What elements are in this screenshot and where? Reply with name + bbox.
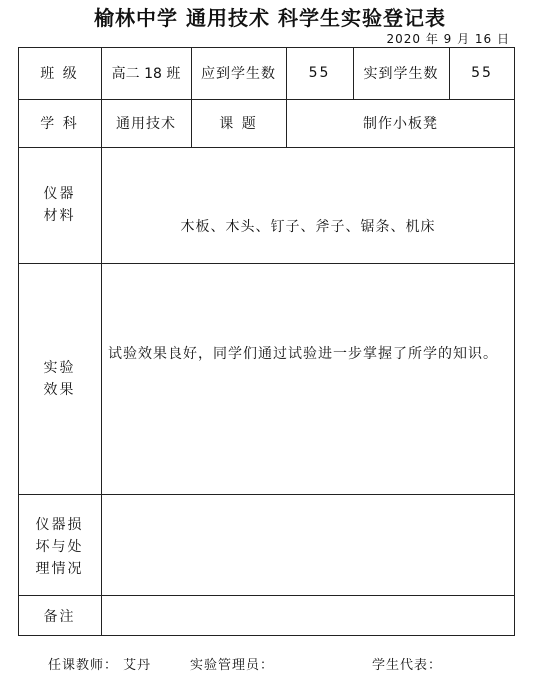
result-label-line: 效果 [43,381,76,398]
topic-value: 制作小板凳 [363,116,438,132]
result-label-line: 实验 [43,359,76,376]
damage-label-line: 坏与处 [35,538,84,555]
record-date: 2020 年 9 月 16 日 [386,32,510,46]
expected-students-value: 55 [308,65,331,81]
actual-students-value: 55 [471,65,493,81]
class-label: 班 级 [40,66,79,82]
student-rep-signature: 学生代表： [372,658,443,673]
equipment-label [18,147,101,263]
damage-value [101,494,515,595]
equipment-value: 木板、木头、钉子、斧子、锯条、机床 [180,219,436,235]
result-value: 试验效果良好，同学们通过试验进一步掌握了所学的知识。 [108,346,498,362]
result-label [18,263,101,494]
notes-label: 备注 [43,608,76,625]
damage-label-line: 仪器损 [35,516,84,533]
equipment-label-line: 材料 [43,208,76,224]
damage-label-line: 理情况 [35,560,84,577]
subject-label: 学 科 [40,116,79,132]
expected-students-label: 应到学生数 [201,66,276,82]
page-title: 榆林中学 通用技术 科学生实验登记表 [94,6,446,30]
manager-signature: 实验管理员： [190,658,275,673]
topic-label: 课 题 [219,116,258,132]
teacher-signature: 任课教师： 艾丹 [48,658,152,673]
notes-value [101,595,515,636]
signature-footer [0,654,557,672]
class-value: 高二 18 班 [111,66,181,82]
subject-value: 通用技术 [116,116,176,132]
actual-students-label: 实到学生数 [363,66,439,82]
damage-label [18,494,101,595]
equipment-label-line: 仪器 [43,186,76,202]
